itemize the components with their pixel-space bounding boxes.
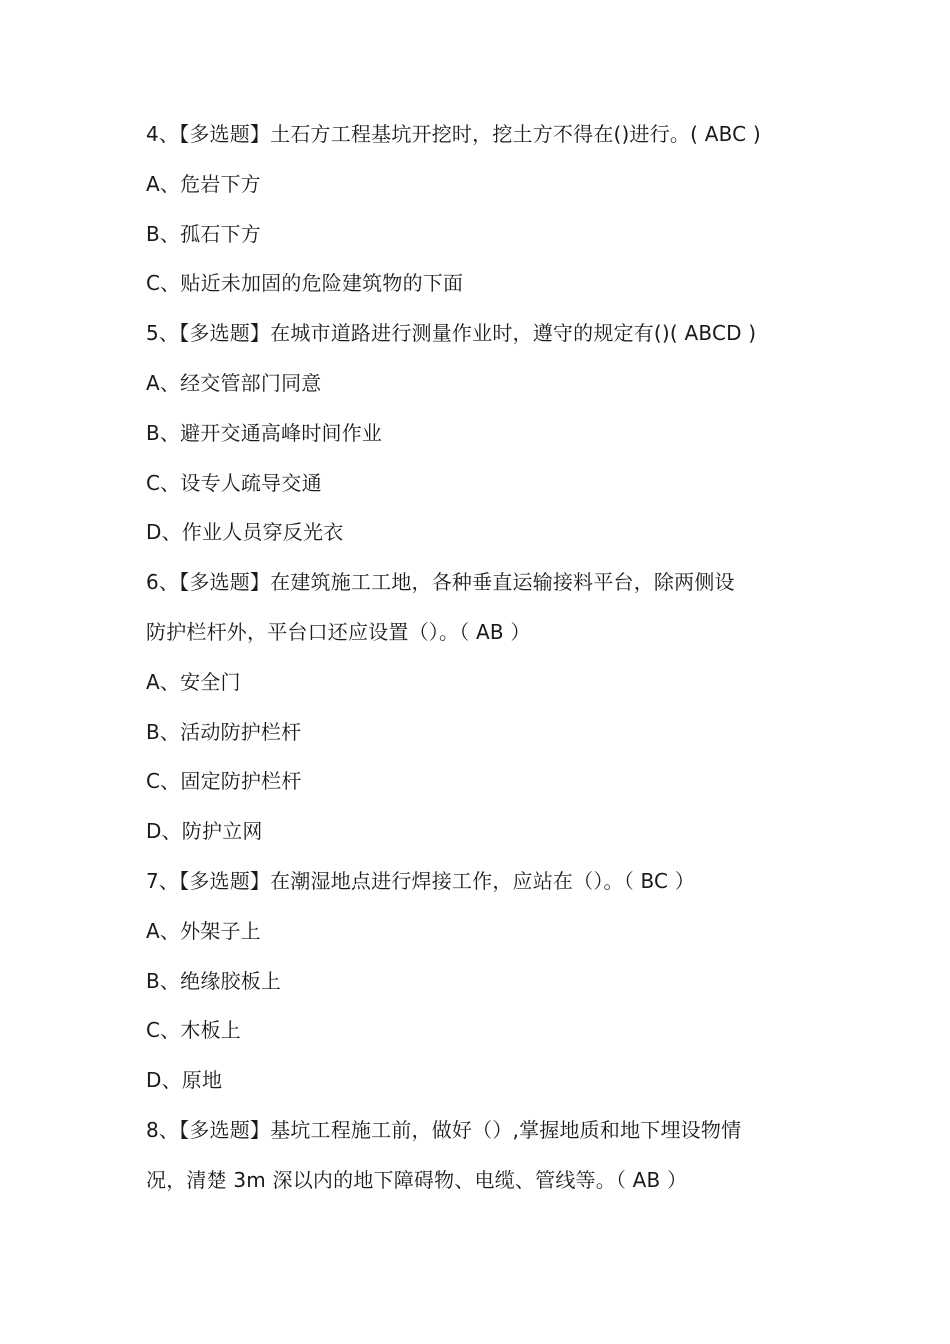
question-7-option-c: C、木板上: [146, 1018, 241, 1043]
question-5-option-b: B、避开交通高峰时间作业: [146, 420, 383, 445]
question-5-option-c: C、设专人疏导交通: [146, 470, 322, 495]
question-6-text-line-2: 防护栏杆外，平台口还应设置（）。（ AB ）: [146, 619, 531, 644]
question-7-option-d: D、原地: [146, 1068, 223, 1093]
question-5-option-a: A、经交管部门同意: [146, 370, 322, 395]
question-5-option-d: D、作业人员穿反光衣: [146, 520, 344, 545]
question-6-option-b: B、活动防护栏杆: [146, 719, 302, 744]
question-7-text: 7、【多选题】在潮湿地点进行焊接工作，应站在（）。（ BC ）: [146, 868, 695, 893]
question-4-text: 4、【多选题】土石方工程基坑开挖时，挖土方不得在()进行。( ABC ): [146, 122, 761, 146]
question-6-option-d: D、防护立网: [146, 819, 263, 844]
question-4-option-b: B、孤石下方: [146, 221, 261, 246]
question-7-option-b: B、绝缘胶板上: [146, 968, 282, 993]
question-list: [146, 110, 816, 1206]
question-7-option-a: A、外架子上: [146, 918, 261, 943]
question-6-text-line-1: 6、【多选题】在建筑施工工地，各种垂直运输接料平台，除两侧设: [146, 570, 735, 595]
question-4-option-a: A、危岩下方: [146, 171, 261, 196]
question-6-option-a: A、安全门: [146, 669, 241, 694]
question-8-text-line-1: 8、【多选题】基坑工程施工前，做好（）,掌握地质和地下埋设物情: [146, 1117, 742, 1142]
question-6-option-c: C、固定防护栏杆: [146, 769, 302, 794]
question-8-text-line-2: 况，清楚 3m 深以内的地下障碍物、电缆、管线等。（ AB ）: [146, 1167, 688, 1192]
question-5-text: 5、【多选题】在城市道路进行测量作业时，遵守的规定有()( ABCD ): [146, 321, 757, 346]
question-4-option-c: C、贴近未加固的危险建筑物的下面: [146, 271, 464, 296]
